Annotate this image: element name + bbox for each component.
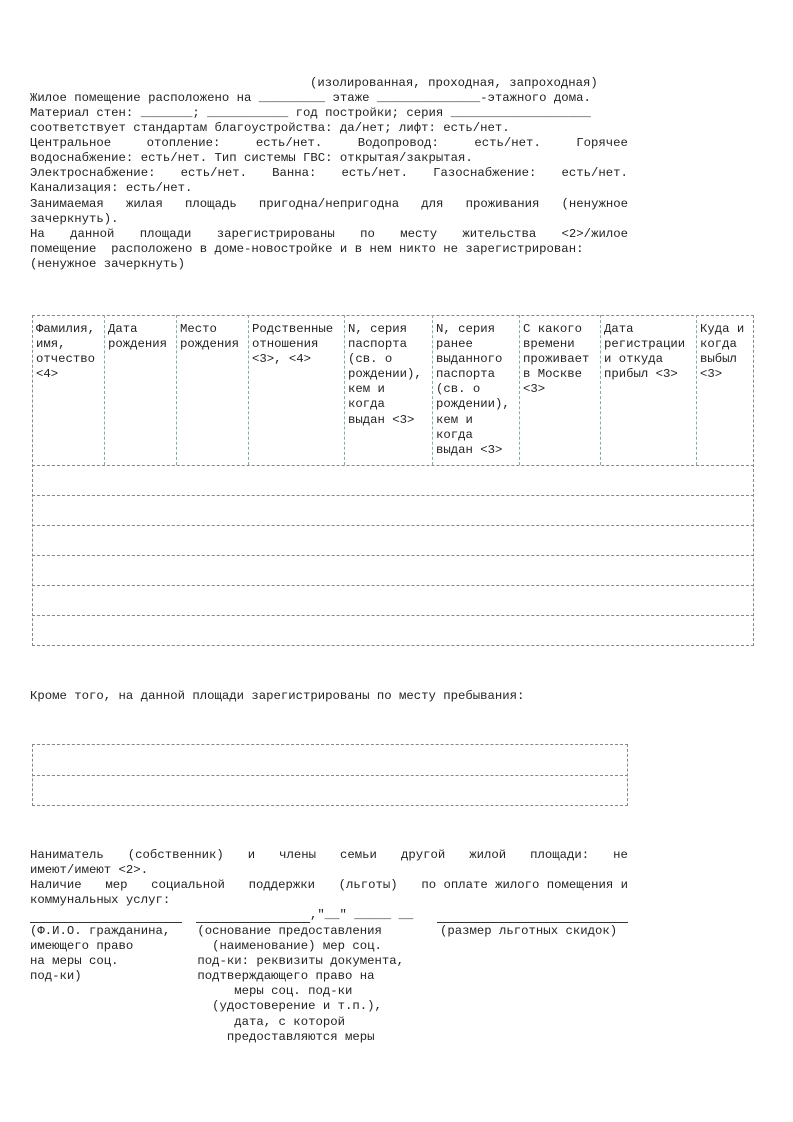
signature-line-basis — [196, 922, 310, 923]
col-header-registration-date: Дата регистрации и откуда прибыл <3> — [604, 322, 686, 382]
heating-line: Центральное отопление: есть/нет. Водопровод: есть/нет. Горячее — [30, 136, 628, 150]
signature-line-name — [30, 922, 182, 923]
electricity-line: Электроснабжение: есть/нет. Ванна: есть/нет. Газоснабжение: есть/нет. — [30, 166, 628, 180]
utilities-label: коммунальных услуг: — [30, 893, 171, 907]
column-divider — [248, 315, 249, 465]
dwelling-type-caption: (изолированная, проходная, запроходная) — [310, 76, 598, 90]
other-housing-line: Наниматель (собственник) и члены семьи другой жилой площади: не — [30, 848, 628, 862]
col-header-previous-passport: N, серия ранее выданного паспорта (св. о рождении), кем и когда выдан <3> — [436, 322, 510, 457]
column-divider — [104, 315, 105, 465]
table-header-divider — [32, 465, 754, 466]
table-row-divider — [32, 525, 754, 526]
temporary-stay-label: Кроме того, на данной площади зарегистрированы по месту пребывания: — [30, 689, 525, 703]
social-support-line: Наличие мер социальной поддержки (льготы) по оплате жилого помещения и — [30, 878, 628, 892]
strike-note-1: зачеркнуть). — [30, 212, 119, 226]
column-divider — [519, 315, 520, 465]
col-header-name: Фамилия, имя, отчество <4> — [36, 322, 96, 382]
col-header-relationship: Родственные отношения <3>, <4> — [252, 322, 334, 367]
standards-line: соответствует стандартам благоустройства: да/нет; лифт: есть/нет. — [30, 121, 510, 135]
stay-table-row-divider — [32, 775, 628, 776]
registered-line: На данной площади зарегистрированы по месту жительства <2>/жилое — [30, 227, 628, 241]
col-header-birth-place: Место рождения — [180, 322, 240, 352]
signature-line-discount — [437, 922, 628, 923]
other-housing-answer: имеют/имеют <2>. — [30, 863, 149, 877]
table-row-divider — [32, 495, 754, 496]
caption-support-basis: (основание предоставления (наименование) мер соц. под-ки: реквизиты документа, подтверждающего право на меры соц. под-ки (удостоверение и т.п.), дата, с которой предоставляются меры — [197, 924, 405, 1044]
new-building-line: помещение расположено в доме-новостройке и в нем никто не зарегистрирован: — [30, 242, 584, 256]
column-divider — [176, 315, 177, 465]
caption-citizen-name: (Ф.И.О. гражданина, имеющего право на меры соц. под-ки) — [30, 924, 171, 984]
wall-material-line: Материал стен: _______; ___________ год постройки; серия ___________________ — [30, 106, 591, 120]
sewer-line: Канализация: есть/нет. — [30, 181, 193, 195]
date-field: ,"__" _____ __ — [310, 908, 414, 922]
column-divider — [432, 315, 433, 465]
column-divider — [600, 315, 601, 465]
floor-line: Жилое помещение расположено на _________ этаже ______________-этажного дома. — [30, 91, 591, 105]
table-row-divider — [32, 585, 754, 586]
column-divider — [344, 315, 345, 465]
suitability-line: Занимаемая жилая площадь пригодна/непригодна для проживания (ненужное — [30, 197, 628, 211]
col-header-birth-date: Дата рождения — [108, 322, 168, 352]
table-row-divider — [32, 555, 754, 556]
col-header-departure: Куда и когда выбыл <3> — [700, 322, 745, 382]
table-row-divider — [32, 615, 754, 616]
strike-note-2: (ненужное зачеркнуть) — [30, 257, 185, 271]
column-divider — [696, 315, 697, 465]
hot-water-line: водоснабжение: есть/нет. Тип системы ГВС: открытая/закрытая. — [30, 151, 473, 165]
caption-discount-size: (размер льготных скидок) — [440, 924, 618, 938]
col-header-passport: N, серия паспорта (св. о рождении), кем и когда выдан <3> — [348, 322, 422, 427]
col-header-moscow-since: С какого времени проживает в Москве <3> — [523, 322, 590, 397]
